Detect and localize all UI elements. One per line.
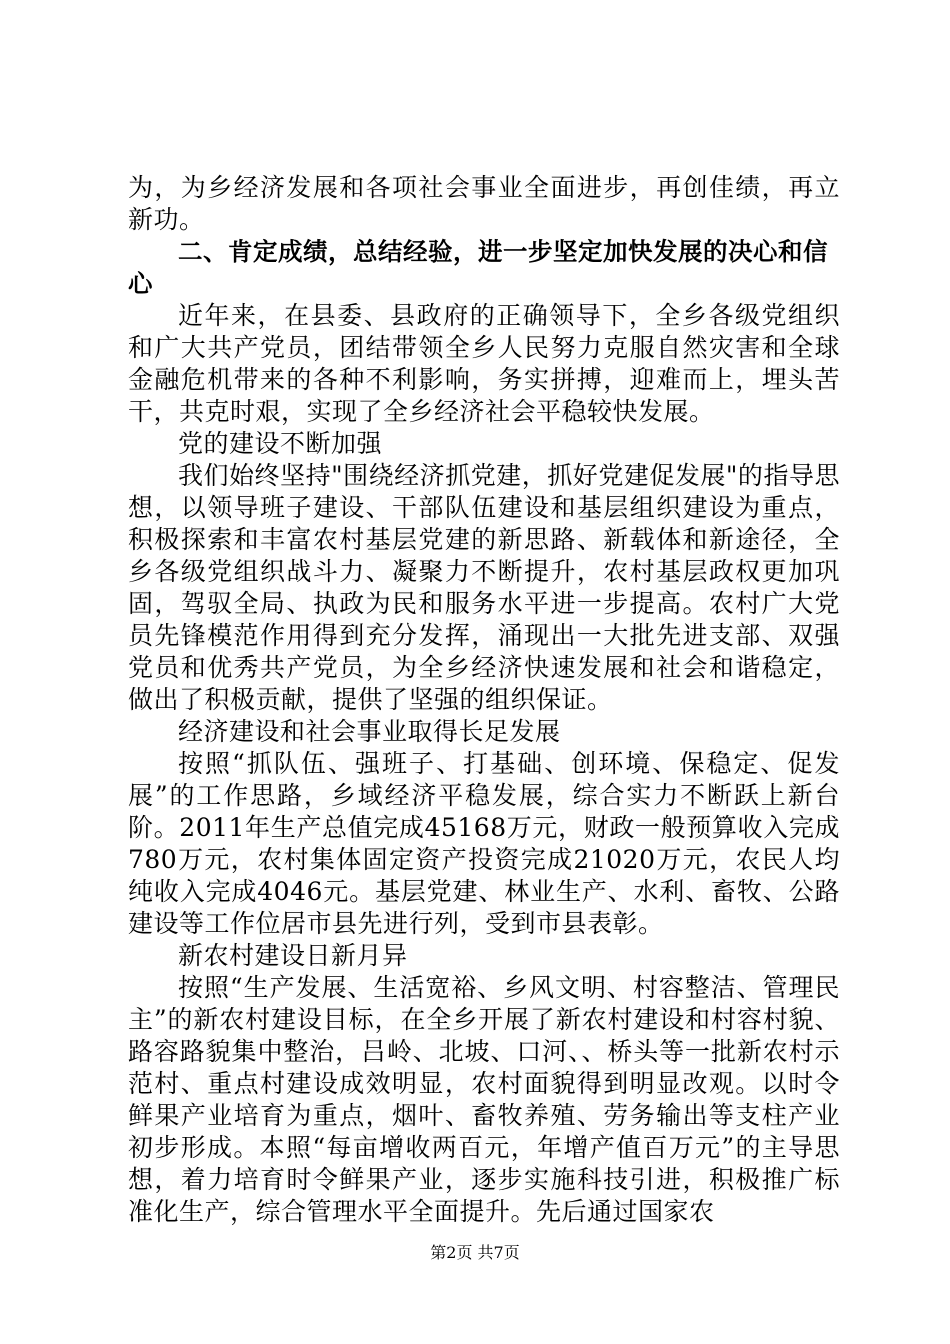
paragraph-new-countryside: 按照“生产发展、生活宽裕、乡风文明、村容整洁、管理民主”的新农村建设目标，在全乡开展了新农村建设和村容村貌、路容路貌集中整治，吕岭、北坡、口河、、桥头等一批新农村示范村、重点村建设成效明显，农村面貌得到明显改观。以时令鲜果产业培育为重点，烟叶、畜牧养殖、劳务输出等支柱产业初步形成。本照“每亩增收两百元，年增产值百万元”的主导思想，着力培育时令鲜果产业，逐步实施科技引进，积极推广标准化生产，综合管理水平全面提升。先后通过国家农 <box>128 973 840 1226</box>
page-number-footer: 第2页 共7页 <box>430 1243 520 1262</box>
section-heading: 二、肯定成绩，总结经验，进一步坚定加快发展的决心和信心 <box>128 237 828 298</box>
subheading-economy: 经济建设和社会事业取得长足发展 <box>178 717 561 746</box>
subheading-new-countryside: 新农村建设日新月异 <box>178 941 408 970</box>
subheading-party-building: 党的建设不断加强 <box>178 429 383 458</box>
paragraph-party-building: 我们始终坚持"围绕经济抓党建，抓好党建促发展"的指导思想，以领导班子建设、干部队伍建设和基层组织建设为重点，积极探索和丰富农村基层党建的新思路、新载体和新途径，全乡各级党组织战斗力、凝聚力不断提升，农村基层政权更加巩固，驾驭全局、执政为民和服务水平进一步提高。农村广大党员先锋模范作用得到充分发挥，涌现出一大批先进支部、双强党员和优秀共产党员，为全乡经济快速发展和社会和谐稳定，做出了积极贡献，提供了坚强的组织保证。 <box>128 461 840 714</box>
paragraph-continuation: 为，为乡经济发展和各项社会事业全面进步，再创佳绩，再立新功。 <box>128 173 840 234</box>
document-body <box>128 172 840 1228</box>
paragraph-economy: 按照“抓队伍、强班子、打基础、创环境、保稳定、促发展”的工作思路，乡域经济平稳发展，综合实力不断跃上新台阶。2011年生产总值完成45168万元，财政一般预算收入完成780万元，农村集体固定资产投资完成21020万元，农民人均纯收入完成4046元。基层党建、林业生产、水利、畜牧、公路建设等工作位居市县先进行列，受到市县表彰。 <box>128 749 840 938</box>
paragraph-intro: 近年来，在县委、县政府的正确领导下，全乡各级党组织和广大共产党员，团结带领全乡人民努力克服自然灾害和全球金融危机带来的各种不利影响，务实拼搏，迎难而上，埋头苦干，共克时艰，实现了全乡经济社会平稳较快发展。 <box>128 301 840 426</box>
